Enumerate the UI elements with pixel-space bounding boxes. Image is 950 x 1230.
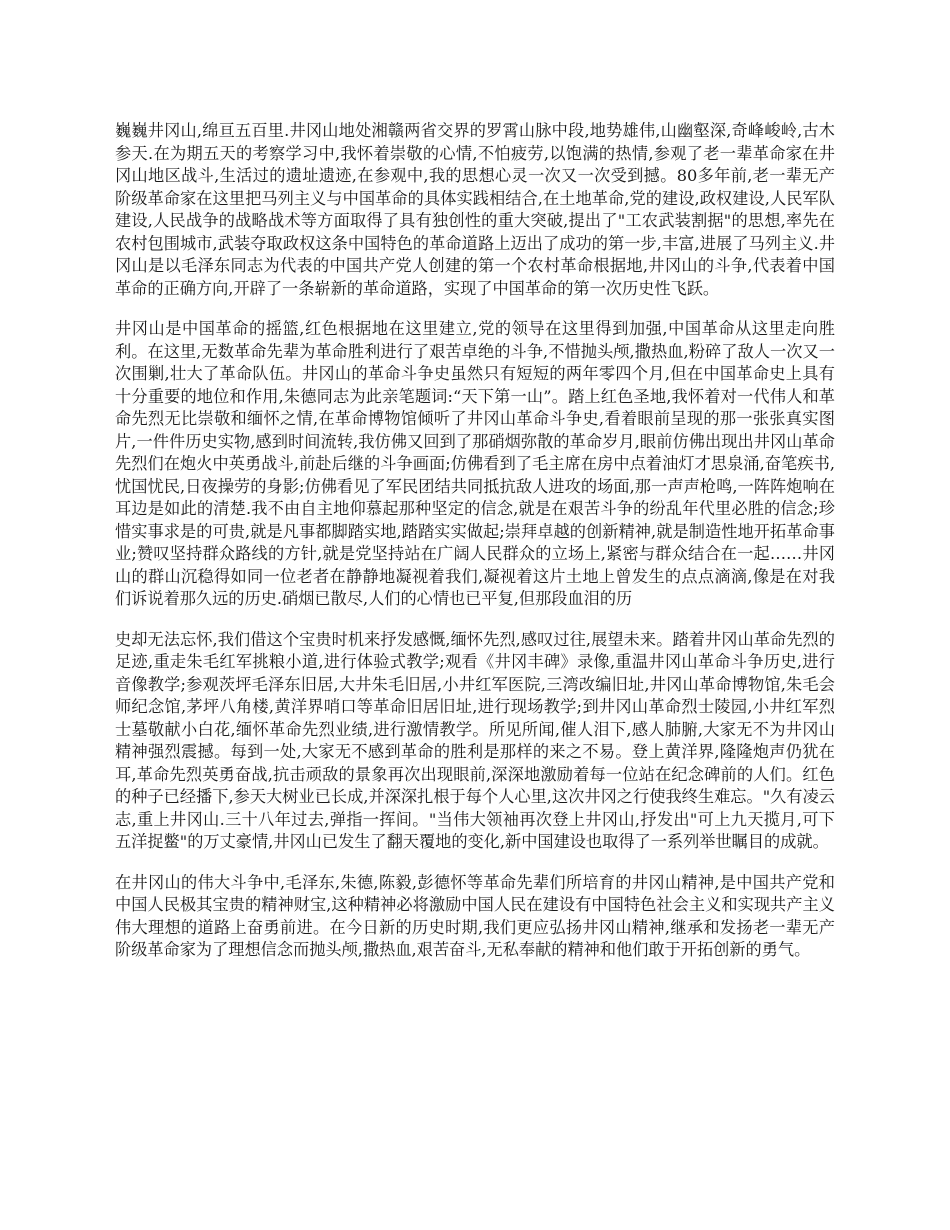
document-body [115, 120, 835, 980]
paragraph-4: 在井冈山的伟大斗争中,毛泽东,朱德,陈毅,彭德怀等革命先辈们所培育的井冈山精神,是中国共产党和中国人民极其宝贵的精神财宝,这种精神必将激励中国人民在建设有中国特色社会主义和实现共产主义伟大理想的道路上奋勇前进。在今日新的历史时期,我们更应弘扬井冈山精神,继承和发扬老一辈无产阶级革命家为了理想信念而抛头颅,撒热血,艰苦奋斗,无私奉献的精神和他们敢于开拓创新的勇气。 [115, 872, 835, 959]
paragraph-1: 巍巍井冈山,绵亘五百里.井冈山地处湘赣两省交界的罗霄山脉中段,地势雄伟,山幽壑深,奇峰峻岭,古木参天.在为期五天的考察学习中,我怀着崇敬的心情,不怕疲劳,以饱满的热情,参观了老一辈革命家在井冈山地区战斗,生活过的遗址遗迹,在参观中,我的思想心灵一次又一次受到撼。80多年前,老一辈无产阶级革命家在这里把马列主义与中国革命的具体实践相结合,在土地革命,党的建设,政权建设,人民军队建设,人民战争的战略战术等方面取得了具有独创性的重大突破,提出了"工农武装割据"的思想,率先在农村包围城市,武装夺取政权这条中国特色的革命道路上迈出了成功的第一步,丰富,进展了马列主义.井冈山是以毛泽东同志为代表的中国共产党人创建的第一个农村革命根据地,井冈山的斗争,代表着中国革命的正确方向,开辟了一条崭新的革命道路，实现了中国革命的第一次历史性飞跃。 [115, 121, 835, 298]
paragraph-3: 史却无法忘怀,我们借这个宝贵时机来抒发感慨,缅怀先烈,感叹过往,展望未来。踏着井冈山革命先烈的足迹,重走朱毛红军挑粮小道,进行体验式教学;观看《井冈丰碑》录像,重温井冈山革命斗争历史,进行音像教学;参观茨坪毛泽东旧居,大井朱毛旧居,小井红军医院,三湾改编旧址,井冈山革命博物馆,朱毛会师纪念馆,茅坪八角楼,黄洋界哨口等革命旧居旧址,进行现场教学;到井冈山革命烈士陵园,小井红军烈士墓敬献小白花,缅怀革命先烈业绩,进行激情教学。所见所闻,催人泪下,感人肺腑,大家无不为井冈山精神强烈震撼。每到一处,大家无不感到革命的胜利是那样的来之不易。登上黄洋界,隆隆炮声仍犹在耳,革命先烈英勇奋战,抗击顽敌的景象再次出现眼前,深深地激励着每一位站在纪念碑前的人们。红色的种子已经播下,参天大树业已长成,并深深扎根于每个人心里,这次井冈之行使我终生难忘。"久有凌云志,重上井冈山.三十八年过去,弹指一挥间。"当伟大领袖再次登上井冈山,抒发出"可上九天揽月,可下五洋捉鳖"的万丈豪情,井冈山已发生了翻天覆地的变化,新中国建设也取得了一系列举世瞩目的成就。 [115, 629, 835, 851]
paragraph-2: 井冈山是中国革命的摇篮,红色根据地在这里建立,党的领导在这里得到加强,中国革命从这里走向胜利。在这里,无数革命先辈为革命胜利进行了艰苦卓绝的斗争,不惜抛头颅,撒热血,粉碎了敌人一次又一次围剿,壮大了革命队伍。井冈山的革命斗争史虽然只有短短的两年零四个月,但在中国革命史上具有十分重要的地位和作用,朱德同志为此亲笔题词:“天下第一山”。踏上红色圣地,我怀着对一代伟人和革命先烈无比崇敬和缅怀之情,在革命博物馆倾听了井冈山革命斗争史,看着眼前呈现的那一张张真实图片,一件件历史实物,感到时间流转,我仿佛又回到了那硝烟弥散的革命岁月,眼前仿佛出现出井冈山革命先烈们在炮火中英勇战斗,前赴后继的斗争画面;仿佛看到了毛主席在房中点着油灯才思泉涌,奋笔疾书,忧国忧民,日夜操劳的身影;仿佛看见了军民团结共同抵抗敌人进攻的场面,那一声声枪鸣,一阵阵炮响在耳边是如此的清楚.我不由自主地仰慕起那种坚定的信念,就是在艰苦斗争的纷乱年代里必胜的信念;珍惜实事求是的可贵,就是凡事都脚踏实地,踏踏实实做起;崇拜卓越的创新精神,就是制造性地开拓革命事业;赞叹坚持群众路线的方针,就是党坚持站在广阔人民群众的立场上,紧密与群众结合在一起……井冈山的群山沉稳得如同一位老者在静静地凝视着我们,凝视着这片土地上曾发生的点点滴滴,像是在对我们诉说着那久远的历史.硝烟已散尽,人们的心情也已平复,但那段血泪的历 [115, 319, 835, 608]
